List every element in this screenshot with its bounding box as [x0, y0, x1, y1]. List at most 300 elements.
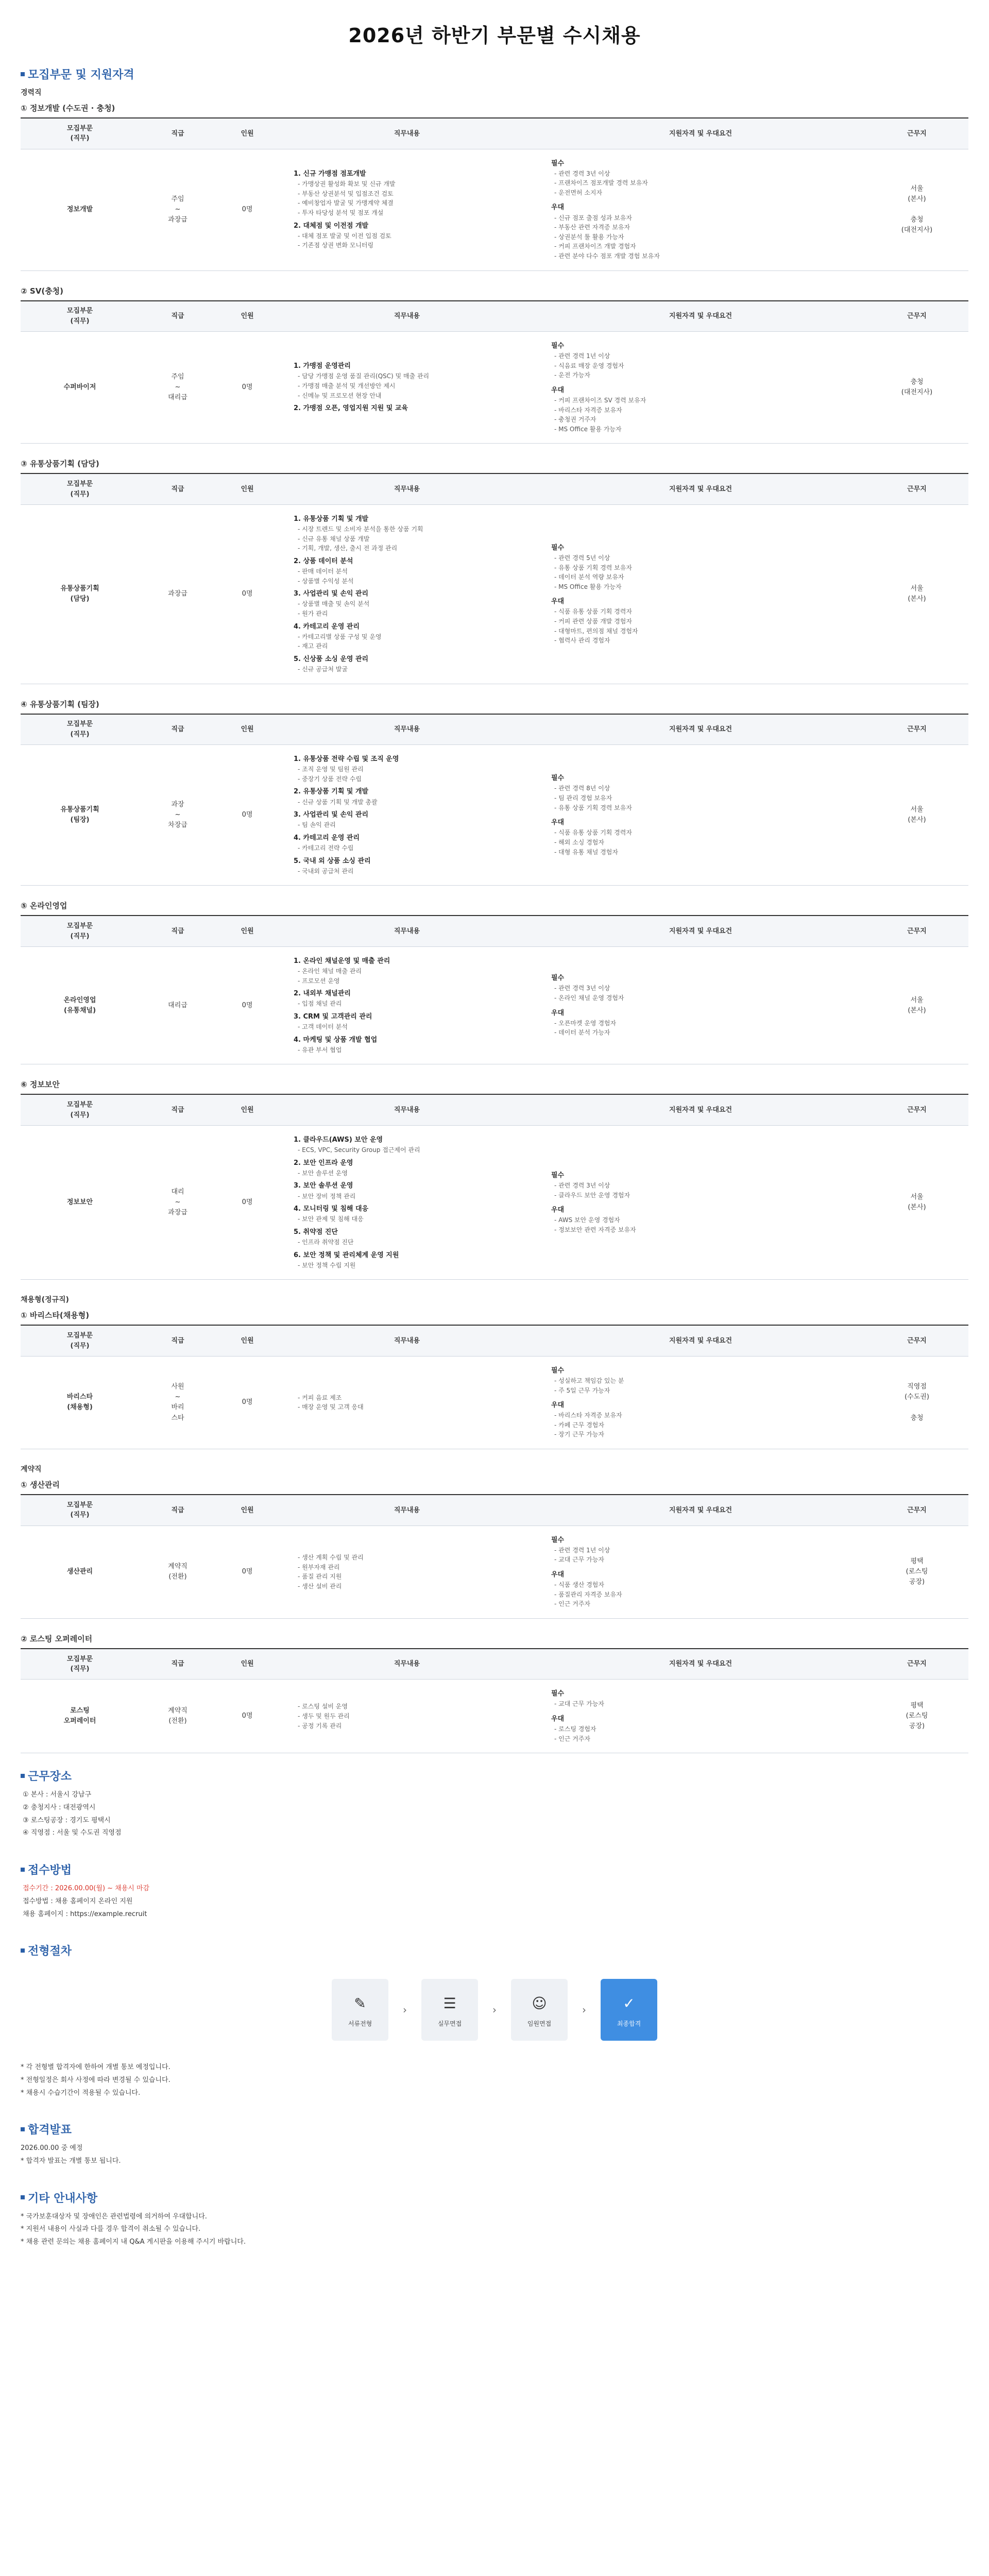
cell-duties: [278, 149, 536, 270]
cell-field: 온라인영업 (유통채널): [21, 946, 139, 1064]
header-field: 모집부문 (직무): [21, 714, 139, 745]
cell-field: 수퍼바이저: [21, 332, 139, 444]
process-step-label: 최종합격: [617, 2020, 641, 2027]
duty-title: 1. 가맹점 운영관리: [294, 362, 351, 370]
duty-item: - 로스팅 설비 운영: [298, 1703, 348, 1710]
qual-label: 필수: [551, 1366, 565, 1375]
table-header-row: [21, 1094, 968, 1125]
duty-item: - 고객 데이터 분석: [298, 1023, 348, 1031]
duty-item: - 상품별 매출 및 손익 분석: [298, 600, 370, 608]
duty-title: 4. 카테고리 운영 관리: [294, 622, 360, 631]
chevron-right-icon: ›: [403, 2004, 407, 2016]
table-row: [21, 1356, 968, 1449]
header-rank: 직급: [139, 1649, 216, 1680]
group-heading: ④ 유통상품기획 (팀장): [21, 699, 99, 709]
duty-item: - 기획, 개발, 생산, 출시 전 과정 관리: [298, 545, 398, 552]
cell-rank: 계약직 (전환): [139, 1526, 216, 1618]
group-heading: 경력직: [21, 89, 42, 97]
qual-item: - 식품 유통 상품 기획 경력자: [554, 829, 632, 837]
duty-item: - 품질 관리 지원: [298, 1573, 342, 1581]
job-table: [21, 1648, 968, 1754]
group-heading: ① 바리스타(채용형): [21, 1311, 90, 1320]
qual-item: - 관련 경력 3년 이상: [554, 1181, 610, 1189]
etc-item: * 지원서 내용이 사실과 다를 경우 합격이 취소될 수 있습니다.: [21, 2225, 201, 2233]
duty-title: 2. 가맹점 오픈, 영업지원 지원 및 교육: [294, 404, 408, 413]
header-qualifications: 지원자격 및 우대요건: [536, 1495, 865, 1526]
header-count: 인원: [216, 118, 278, 149]
cell-location: 서울 (본사): [865, 504, 968, 684]
cell-location: 서울 (본사): [865, 745, 968, 886]
cell-qualifications: [536, 1356, 865, 1449]
section-heading-process: 전형절차: [21, 1942, 968, 1958]
header-rank: 직급: [139, 473, 216, 504]
header-location: 근무지: [865, 1325, 968, 1356]
qual-item: - 정보보안 관련 자격증 보유자: [554, 1226, 636, 1233]
qual-item: - 바리스타 자격증 보유자: [554, 406, 622, 414]
table-header-row: [21, 473, 968, 504]
qual-label: 우대: [551, 598, 565, 606]
header-duties: 직무내용: [278, 1495, 536, 1526]
cell-qualifications: [536, 745, 865, 886]
qual-label: 우대: [551, 1570, 565, 1579]
header-location: 근무지: [865, 118, 968, 149]
group-heading: ① 정보개발 (수도권 · 충청): [21, 104, 115, 113]
duty-item: - 조직 운영 및 팀원 관리: [298, 766, 364, 773]
cell-field: 로스팅 오퍼레이터: [21, 1680, 139, 1753]
header-rank: 직급: [139, 1325, 216, 1356]
cell-count: 0명: [216, 504, 278, 684]
qual-label: 필수: [551, 974, 565, 982]
duty-item: - 국내외 공급처 관리: [298, 867, 354, 875]
qual-item: - 관련 경력 5년 이상: [554, 554, 610, 562]
duty-item: - 담당 가맹점 운영 품질 관리(QSC) 및 매출 관리: [298, 372, 430, 380]
qual-item: - 오픈마켓 운영 경험자: [554, 1019, 617, 1027]
qual-label: 우대: [551, 204, 565, 212]
cell-qualifications: [536, 1680, 865, 1753]
duty-item: - 가맹점 매출 분석 및 개선방안 제시: [298, 382, 396, 389]
qual-item: - 교대 근무 가능자: [554, 1556, 604, 1564]
duty-item: - 보안 정책 수립 지원: [298, 1261, 356, 1269]
header-qualifications: 지원자격 및 우대요건: [536, 118, 865, 149]
duty-item: - 신규 공급처 발굴: [298, 666, 348, 673]
page-title: 2026년 하반기 부문별 수시채용: [348, 24, 641, 47]
cell-field: 유통상품기획 (담당): [21, 504, 139, 684]
cell-field: 유통상품기획 (팀장): [21, 745, 139, 886]
job-table: [21, 714, 968, 886]
process-step-label: 임원면접: [527, 2020, 552, 2027]
table-row: [21, 1526, 968, 1618]
qual-item: - 관련 경력 3년 이상: [554, 170, 610, 177]
duty-item: - 투자 타당성 분석 및 점포 개설: [298, 209, 384, 217]
process-notes: [21, 2061, 968, 2099]
qual-label: 우대: [551, 1401, 565, 1410]
cell-field: 생산관리: [21, 1526, 139, 1618]
qual-item: - 상권분석 툴 활용 가능자: [554, 233, 624, 241]
qual-item: - 데이터 분석 가능자: [554, 1029, 610, 1037]
duty-title: 5. 취약점 진단: [294, 1228, 338, 1236]
duty-item: - ECS, VPC, Security Group 접근제어 관리: [298, 1146, 420, 1154]
header-location: 근무지: [865, 1495, 968, 1526]
qual-label: 우대: [551, 1715, 565, 1723]
job-table: [21, 473, 968, 684]
table-header-row: [21, 916, 968, 946]
cell-count: 0명: [216, 1125, 278, 1279]
group-heading: ② 로스팅 오퍼레이터: [21, 1634, 93, 1643]
process-step: [511, 1979, 568, 2041]
qual-label: 필수: [551, 1690, 565, 1698]
cell-count: 0명: [216, 149, 278, 270]
qual-item: - 관련 경력 1년 이상: [554, 352, 610, 360]
cell-duties: [278, 332, 536, 444]
table-header-row: [21, 1495, 968, 1526]
qual-item: - 인근 거주자: [554, 1600, 590, 1608]
section-heading-result: 합격발표: [21, 2121, 968, 2137]
duty-item: - 온라인 채널 매출 관리: [298, 968, 362, 975]
qual-item: - 로스팅 경험자: [554, 1725, 596, 1733]
duty-item: - 원부자재 관리: [298, 1563, 340, 1571]
duty-item: - 기존점 상권 변화 모니터링: [298, 242, 374, 249]
header-count: 인원: [216, 473, 278, 504]
cell-count: 0명: [216, 745, 278, 886]
qual-item: - 커피 프랜차이즈 SV 경력 보유자: [554, 397, 646, 404]
qual-item: - 식품 생산 경험자: [554, 1581, 604, 1589]
table-row: [21, 149, 968, 270]
workplace-item: ④ 직영점 : 서울 및 수도권 직영점: [23, 1829, 122, 1837]
qual-item: - 유통 상품 기획 경력 보유자: [554, 564, 632, 571]
qual-label: 필수: [551, 1536, 565, 1544]
cell-location: 평택 (로스팅 공장): [865, 1680, 968, 1753]
duty-item: - 생산 계획 수립 및 관리: [298, 1554, 364, 1561]
group-heading: ⑤ 온라인영업: [21, 901, 67, 911]
qual-label: 우대: [551, 1206, 565, 1214]
header-count: 인원: [216, 301, 278, 332]
result-list: [21, 2142, 968, 2167]
duty-title: 3. 사업관리 및 손익 관리: [294, 811, 369, 819]
header-qualifications: 지원자격 및 우대요건: [536, 301, 865, 332]
cell-field: 정보개발: [21, 149, 139, 270]
result-item: * 합격자 발표는 개별 통보 됩니다.: [21, 2157, 121, 2165]
document-icon: ✎: [354, 1995, 366, 2012]
process-note: * 전형일정은 회사 사정에 따라 변경될 수 있습니다.: [21, 2076, 170, 2084]
duty-item: - 중장기 상품 전략 수립: [298, 775, 362, 783]
header-field: 모집부문 (직무): [21, 1325, 139, 1356]
duty-title: 5. 신상품 소싱 운영 관리: [294, 655, 369, 663]
group-heading: 채용형(정규직): [21, 1296, 69, 1304]
qual-item: - 커피 프랜차이즈 개발 경험자: [554, 243, 636, 250]
table-header-row: [21, 1325, 968, 1356]
duty-title: 2. 대체점 및 이전점 개발: [294, 222, 369, 230]
etc-item: * 채용 관련 문의는 채용 홈페이지 내 Q&A 게시판을 이용해 주시기 바랍니다.: [21, 2238, 246, 2246]
qual-label: 필수: [551, 159, 565, 167]
group-heading: ⑥ 정보보안: [21, 1080, 60, 1090]
qual-item: - 관련 경력 3년 이상: [554, 985, 610, 992]
job-table: [21, 300, 968, 444]
duty-title: 1. 클라우드(AWS) 보안 운영: [294, 1136, 383, 1144]
job-table: [21, 915, 968, 1064]
qual-label: 우대: [551, 1009, 565, 1017]
table-row: [21, 1680, 968, 1753]
duty-title: 3. 보안 솔루션 운영: [294, 1182, 353, 1190]
duty-item: - 인프라 취약점 진단: [298, 1238, 354, 1246]
chevron-right-icon: ›: [492, 2004, 497, 2016]
qual-item: - 바리스타 자격증 보유자: [554, 1412, 622, 1419]
header-count: 인원: [216, 916, 278, 946]
cell-rank: 대리 ~ 과장급: [139, 1125, 216, 1279]
job-table: [21, 117, 968, 271]
chevron-right-icon: ›: [582, 2004, 586, 2016]
qual-item: - MS Office 활용 가능자: [554, 583, 622, 590]
cell-duties: [278, 1526, 536, 1618]
table-row: [21, 745, 968, 886]
cell-location: 서울 (본사): [865, 946, 968, 1064]
cell-count: 0명: [216, 1526, 278, 1618]
header-rank: 직급: [139, 118, 216, 149]
apply-item: 접수기간 : 2026.00.00(월) ~ 채용시 마감: [23, 1885, 150, 1893]
job-table: [21, 1094, 968, 1280]
process-step: [601, 1979, 657, 2041]
duty-title: 4. 모니터링 및 침해 대응: [294, 1205, 369, 1213]
qual-item: - 팀 관리 경험 보유자: [554, 794, 612, 802]
duty-item: - 예비창업자 발굴 및 가맹계약 체결: [298, 199, 394, 207]
header-location: 근무지: [865, 301, 968, 332]
header-field: 모집부문 (직무): [21, 118, 139, 149]
qual-item: - 인근 거주자: [554, 1735, 590, 1742]
workplace-list: [23, 1789, 968, 1840]
interview-icon: ☰: [443, 1995, 456, 2012]
process-step: [332, 1979, 388, 2041]
header-location: 근무지: [865, 714, 968, 745]
qual-label: 필수: [551, 342, 565, 350]
cell-count: 0명: [216, 332, 278, 444]
header-rank: 직급: [139, 1495, 216, 1526]
qual-item: - 장기 근무 가능자: [554, 1431, 604, 1438]
header-duties: 직무내용: [278, 916, 536, 946]
duty-item: - 상품별 수익성 분석: [298, 577, 354, 585]
duty-title: 1. 유통상품 기획 및 개발: [294, 515, 369, 523]
cell-rank: 계약직 (전환): [139, 1680, 216, 1753]
qual-label: 필수: [551, 1171, 565, 1179]
header-rank: 직급: [139, 714, 216, 745]
qual-item: - 협력사 관리 경험자: [554, 637, 610, 645]
header-field: 모집부문 (직무): [21, 1495, 139, 1526]
cell-rank: 과장급: [139, 504, 216, 684]
process-note: * 채용시 수습기간이 적용될 수 있습니다.: [21, 2089, 141, 2097]
group-heading: ① 생산관리: [21, 1480, 60, 1490]
qual-item: - 대형마트, 편의점 채널 경험자: [554, 627, 638, 635]
cell-location: 평택 (로스팅 공장): [865, 1526, 968, 1618]
cell-count: 0명: [216, 1356, 278, 1449]
job-table: [21, 1325, 968, 1449]
duty-item: - 프로모션 운영: [298, 977, 340, 985]
header-qualifications: 지원자격 및 우대요건: [536, 1094, 865, 1125]
cell-field: 정보보안: [21, 1125, 139, 1279]
duty-item: - 카테고리별 상품 구성 및 운영: [298, 633, 382, 640]
duty-item: - 생두 및 원두 관리: [298, 1713, 350, 1720]
header-count: 인원: [216, 1325, 278, 1356]
qual-label: 필수: [551, 544, 565, 552]
header-duties: 직무내용: [278, 1325, 536, 1356]
duty-title: 2. 유통상품 기획 및 개발: [294, 788, 369, 796]
cell-qualifications: [536, 504, 865, 684]
duty-title: 4. 마케팅 및 상품 개발 협업: [294, 1036, 378, 1044]
duty-item: - 신메뉴 및 프로모션 현장 안내: [298, 392, 382, 399]
process-steps: [21, 1979, 968, 2041]
header-duties: 직무내용: [278, 714, 536, 745]
header-duties: 직무내용: [278, 301, 536, 332]
qual-item: - 운전면허 소지자: [554, 189, 603, 196]
qual-item: - 대형 유통 채널 경험자: [554, 848, 618, 856]
header-location: 근무지: [865, 1094, 968, 1125]
qual-item: - 유통 상품 기획 경력 보유자: [554, 804, 632, 811]
header-field: 모집부문 (직무): [21, 301, 139, 332]
qual-item: - 관련 경력 8년 이상: [554, 785, 610, 792]
cell-qualifications: [536, 1125, 865, 1279]
duty-item: - 유관 부서 협업: [298, 1046, 342, 1054]
header-duties: 직무내용: [278, 118, 536, 149]
qual-label: 우대: [551, 386, 565, 394]
header-qualifications: 지원자격 및 우대요건: [536, 473, 865, 504]
cell-field: 바리스타 (채용형): [21, 1356, 139, 1449]
duty-title: 2. 내외부 채널관리: [294, 990, 351, 998]
cell-duties: [278, 1125, 536, 1279]
cell-duties: [278, 1356, 536, 1449]
duty-item: - 재고 관리: [298, 642, 328, 650]
cell-duties: [278, 745, 536, 886]
duty-title: 3. 사업관리 및 손익 관리: [294, 590, 369, 598]
duty-item: - 커피 음료 제조: [298, 1394, 342, 1401]
group-heading: ③ 유통상품기획 (담당): [21, 459, 99, 469]
group-heading: ② SV(충청): [21, 286, 64, 296]
qual-item: - 충청권 거주자: [554, 416, 596, 423]
cell-duties: [278, 1680, 536, 1753]
apply-item: 채용 홈페이지 : https://example.recruit: [23, 1910, 147, 1918]
duty-title: 1. 신규 가맹점 점포개발: [294, 170, 366, 178]
header-rank: 직급: [139, 301, 216, 332]
header-count: 인원: [216, 1094, 278, 1125]
etc-item: * 국가보훈대상자 및 장애인은 관련법령에 의거하여 우대합니다.: [21, 2212, 207, 2221]
apply-item: 접수방법 : 채용 홈페이지 온라인 지원: [23, 1897, 133, 1905]
header-qualifications: 지원자격 및 우대요건: [536, 1649, 865, 1680]
process-step-label: 실무면접: [437, 2020, 462, 2027]
qual-item: - 해외 소싱 경험자: [554, 838, 604, 846]
duty-item: - 가맹상권 활성화 확보 및 신규 개발: [298, 180, 396, 188]
header-count: 인원: [216, 1495, 278, 1526]
cell-rank: 대리급: [139, 946, 216, 1064]
workplace-item: ③ 로스팅공장 : 경기도 평택시: [23, 1816, 111, 1824]
cell-location: 서울 (본사) 충청 (대전지사): [865, 149, 968, 270]
duty-item: - 대체 점포 발굴 및 이전 입점 검토: [298, 232, 391, 240]
section-heading-recruit: 모집부문 및 지원자격: [21, 66, 968, 82]
qual-label: 필수: [551, 774, 565, 783]
duty-item: - 보안 솔루션 운영: [298, 1169, 348, 1177]
table-header-row: [21, 118, 968, 149]
qual-item: - MS Office 활용 가능자: [554, 425, 622, 433]
duty-title: 2. 보안 인프라 운영: [294, 1159, 353, 1167]
header-field: 모집부문 (직무): [21, 1094, 139, 1125]
cell-rank: 사원 ~ 바리 스타: [139, 1356, 216, 1449]
duty-item: - 입점 채널 관리: [298, 1000, 342, 1008]
apply-list: [23, 1883, 968, 1921]
table-header-row: [21, 1649, 968, 1680]
header-field: 모집부문 (직무): [21, 473, 139, 504]
duty-item: - 보안 장비 정책 관리: [298, 1192, 356, 1200]
process-step-label: 서류전형: [348, 2020, 372, 2027]
duty-title: 1. 온라인 채널운영 및 매출 관리: [294, 957, 390, 965]
cell-rank: 과장 ~ 차장급: [139, 745, 216, 886]
etc-list: [21, 2211, 968, 2249]
header-qualifications: 지원자격 및 우대요건: [536, 714, 865, 745]
table-row: [21, 504, 968, 684]
duty-item: - 신규 상품 기획 및 개발 총괄: [298, 798, 378, 806]
workplace-item: ① 본사 : 서울시 강남구: [23, 1791, 92, 1799]
workplace-item: ② 충청지사 : 대전광역시: [23, 1804, 96, 1812]
group-heading: 계약직: [21, 1465, 42, 1474]
duty-title: 4. 카테고리 운영 관리: [294, 834, 360, 842]
duty-item: - 공정 기록 관리: [298, 1722, 342, 1730]
duty-title: 2. 상품 데이터 분석: [294, 557, 353, 565]
duty-item: - 판매 데이터 분석: [298, 568, 348, 575]
header-field: 모집부문 (직무): [21, 916, 139, 946]
qual-item: - 식품 유통 상품 기획 경력자: [554, 608, 632, 616]
executive-icon: ☺: [532, 1995, 547, 2012]
qual-item: - 클라우드 보안 운영 경험자: [554, 1191, 630, 1199]
cell-location: 충청 (대전지사): [865, 332, 968, 444]
result-item: 2026.00.00 중 예정: [21, 2144, 83, 2153]
header-duties: 직무내용: [278, 1649, 536, 1680]
qual-item: - 성실하고 책임감 있는 분: [554, 1377, 624, 1384]
duty-item: - 카테고리 전략 수립: [298, 844, 354, 852]
cell-qualifications: [536, 1526, 865, 1618]
duty-item: - 신규 유통 채널 상품 개발: [298, 535, 370, 543]
qual-item: - 관련 경력 1년 이상: [554, 1546, 610, 1554]
cell-location: 직영점 (수도권) 충청: [865, 1356, 968, 1449]
process-step: [421, 1979, 478, 2041]
duty-title: 3. CRM 및 고객관리 관리: [294, 1012, 372, 1021]
cell-qualifications: [536, 946, 865, 1064]
duty-item: - 부동산 상권분석 및 입점조건 검토: [298, 190, 394, 197]
duty-item: - 팀 손익 관리: [298, 821, 336, 829]
header-qualifications: 지원자격 및 우대요건: [536, 1325, 865, 1356]
table-row: [21, 946, 968, 1064]
duty-item: - 생산 설비 관리: [298, 1582, 342, 1590]
qual-item: - 프랜차이즈 점포개발 경력 보유자: [554, 179, 648, 187]
duty-item: - 보안 관제 및 침해 대응: [298, 1215, 364, 1223]
qual-label: 우대: [551, 819, 565, 827]
table-row: [21, 1125, 968, 1279]
qual-item: - 온라인 채널 운영 경험자: [554, 994, 624, 1002]
qual-item: - 품질관리 자격증 보유자: [554, 1590, 622, 1598]
cell-location: 서울 (본사): [865, 1125, 968, 1279]
qual-item: - 신규 점포 출점 성과 보유자: [554, 214, 632, 222]
duty-title: 6. 보안 정책 및 관리체계 운영 지원: [294, 1251, 399, 1259]
check-icon: ✓: [623, 1995, 635, 2012]
section-heading-etc: 기타 안내사항: [21, 2190, 968, 2206]
qual-item: - 데이터 분석 역량 보유자: [554, 573, 624, 581]
section-heading-workplace: 근무장소: [21, 1768, 968, 1784]
header-field: 모집부문 (직무): [21, 1649, 139, 1680]
qual-item: - 커피 관련 상품 개발 경험자: [554, 618, 632, 625]
header-count: 인원: [216, 714, 278, 745]
table-row: [21, 332, 968, 444]
qual-item: - 관련 분야 다수 점포 개발 경험 보유자: [554, 252, 660, 260]
process-note: * 각 전형별 합격자에 한하여 개별 통보 예정입니다.: [21, 2063, 170, 2072]
qual-item: - AWS 보안 운영 경험자: [554, 1216, 620, 1224]
job-tables-container: [21, 87, 968, 1753]
cell-duties: [278, 946, 536, 1064]
cell-qualifications: [536, 332, 865, 444]
duty-title: 5. 국내 외 상품 소싱 관리: [294, 857, 371, 865]
header-location: 근무지: [865, 473, 968, 504]
